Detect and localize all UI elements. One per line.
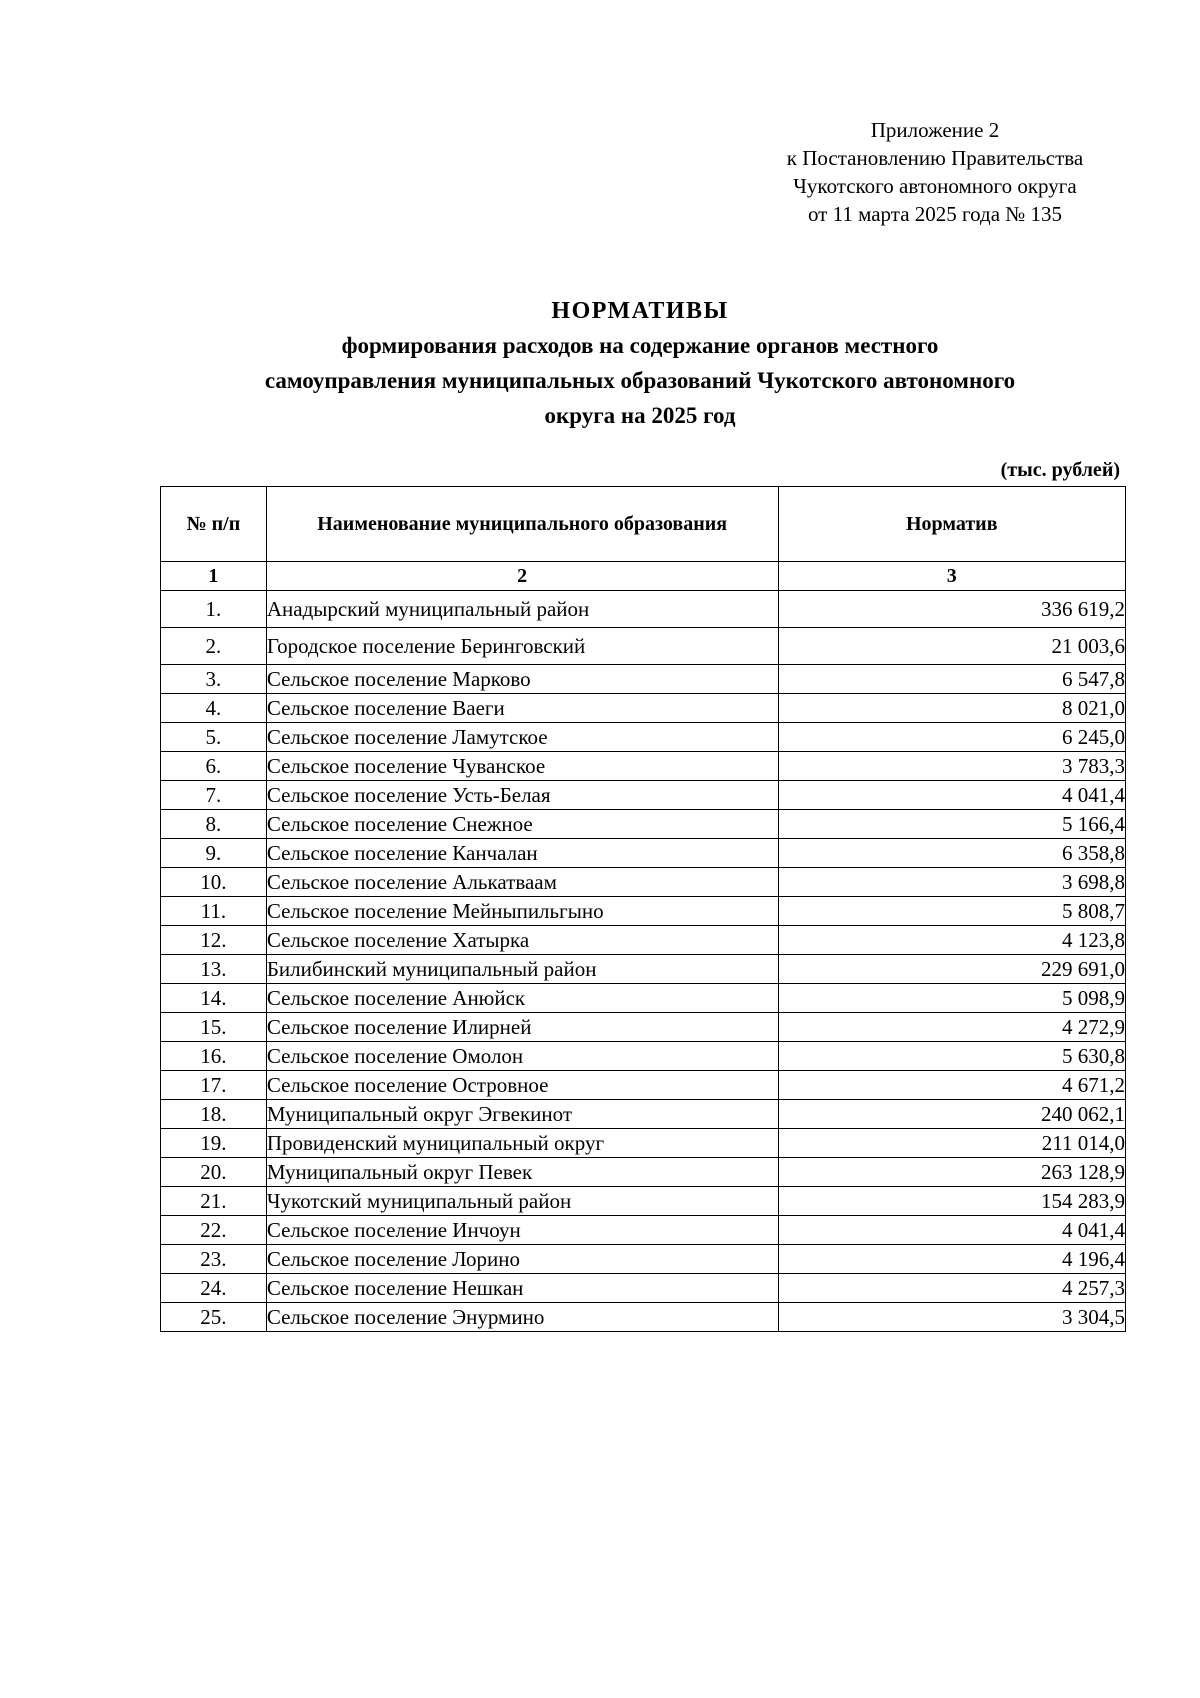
row-name: Провиденский муниципальный округ bbox=[266, 1129, 778, 1158]
row-name: Чукотский муниципальный район bbox=[266, 1187, 778, 1216]
row-name: Сельское поселение Усть-Белая bbox=[266, 781, 778, 810]
row-value: 8 021,0 bbox=[778, 694, 1126, 723]
row-number: 5. bbox=[161, 723, 267, 752]
row-name: Билибинский муниципальный район bbox=[266, 955, 778, 984]
subtitle-line-1: формирования расходов на содержание органов местного bbox=[341, 333, 939, 358]
table-row bbox=[161, 810, 1126, 839]
column-number-2: 2 bbox=[266, 562, 778, 591]
appendix-line-4: от 11 марта 2025 года № 135 bbox=[807, 202, 1063, 226]
document-subtitle bbox=[150, 328, 1130, 433]
row-number: 21. bbox=[161, 1187, 267, 1216]
table-row bbox=[161, 723, 1126, 752]
row-number: 12. bbox=[161, 926, 267, 955]
row-value: 336 619,2 bbox=[778, 591, 1126, 628]
table-row bbox=[161, 1042, 1126, 1071]
row-name: Сельское поселение Нешкан bbox=[266, 1274, 778, 1303]
row-number: 10. bbox=[161, 868, 267, 897]
row-value: 3 783,3 bbox=[778, 752, 1126, 781]
table-row bbox=[161, 868, 1126, 897]
row-number: 14. bbox=[161, 984, 267, 1013]
table-row bbox=[161, 1216, 1126, 1245]
row-value: 3 698,8 bbox=[778, 868, 1126, 897]
row-number: 1. bbox=[161, 591, 267, 628]
row-number: 15. bbox=[161, 1013, 267, 1042]
appendix-block bbox=[760, 116, 1110, 228]
row-number: 2. bbox=[161, 628, 267, 665]
row-name: Сельское поселение Илирней bbox=[266, 1013, 778, 1042]
row-number: 7. bbox=[161, 781, 267, 810]
row-value: 3 304,5 bbox=[778, 1303, 1126, 1332]
column-number-1: 1 bbox=[161, 562, 267, 591]
row-name: Сельское поселение Алькатваам bbox=[266, 868, 778, 897]
column-number-3: 3 bbox=[778, 562, 1126, 591]
row-number: 18. bbox=[161, 1100, 267, 1129]
row-name: Сельское поселение Хатырка bbox=[266, 926, 778, 955]
row-value: 154 283,9 bbox=[778, 1187, 1126, 1216]
table-header-row bbox=[161, 487, 1126, 562]
row-value: 6 245,0 bbox=[778, 723, 1126, 752]
table-row bbox=[161, 1158, 1126, 1187]
header-value: Норматив bbox=[778, 487, 1126, 562]
row-number: 24. bbox=[161, 1274, 267, 1303]
row-number: 16. bbox=[161, 1042, 267, 1071]
table-row bbox=[161, 1187, 1126, 1216]
table-row bbox=[161, 665, 1126, 694]
row-number: 9. bbox=[161, 839, 267, 868]
row-name: Сельское поселение Ламутское bbox=[266, 723, 778, 752]
row-name: Сельское поселение Ваеги bbox=[266, 694, 778, 723]
row-name: Сельское поселение Марково bbox=[266, 665, 778, 694]
row-value: 5 098,9 bbox=[778, 984, 1126, 1013]
row-name: Сельское поселение Анюйск bbox=[266, 984, 778, 1013]
row-name: Городское поселение Беринговский bbox=[266, 628, 778, 665]
row-value: 4 041,4 bbox=[778, 1216, 1126, 1245]
table-body bbox=[161, 591, 1126, 1332]
document-title: НОРМАТИВЫ bbox=[551, 298, 729, 324]
unit-label: (тыс. рублей) bbox=[1000, 459, 1120, 481]
row-name: Сельское поселение Островное bbox=[266, 1071, 778, 1100]
table-row bbox=[161, 839, 1126, 868]
table-row bbox=[161, 1129, 1126, 1158]
row-name: Сельское поселение Мейныпильгыно bbox=[266, 897, 778, 926]
row-value: 5 166,4 bbox=[778, 810, 1126, 839]
appendix-line-1: Приложение 2 bbox=[870, 118, 1000, 142]
row-name: Сельское поселение Инчоун bbox=[266, 1216, 778, 1245]
row-value: 6 547,8 bbox=[778, 665, 1126, 694]
row-value: 6 358,8 bbox=[778, 839, 1126, 868]
row-value: 229 691,0 bbox=[778, 955, 1126, 984]
row-name: Сельское поселение Чуванское bbox=[266, 752, 778, 781]
row-value: 4 041,4 bbox=[778, 781, 1126, 810]
row-number: 23. bbox=[161, 1245, 267, 1274]
row-value: 4 123,8 bbox=[778, 926, 1126, 955]
row-number: 4. bbox=[161, 694, 267, 723]
table-row bbox=[161, 628, 1126, 665]
row-value: 5 808,7 bbox=[778, 897, 1126, 926]
table-row bbox=[161, 1100, 1126, 1129]
row-name: Сельское поселение Омолон bbox=[266, 1042, 778, 1071]
subtitle-line-3: округа на 2025 год bbox=[544, 403, 736, 428]
row-name: Анадырский муниципальный район bbox=[266, 591, 778, 628]
row-number: 3. bbox=[161, 665, 267, 694]
row-number: 20. bbox=[161, 1158, 267, 1187]
row-value: 263 128,9 bbox=[778, 1158, 1126, 1187]
row-value: 4 257,3 bbox=[778, 1274, 1126, 1303]
table-row bbox=[161, 694, 1126, 723]
row-value: 5 630,8 bbox=[778, 1042, 1126, 1071]
table-row bbox=[161, 1245, 1126, 1274]
row-name: Сельское поселение Снежное bbox=[266, 810, 778, 839]
row-number: 25. bbox=[161, 1303, 267, 1332]
appendix-line-3: Чукотского автономного округа bbox=[793, 174, 1077, 198]
table-row bbox=[161, 897, 1126, 926]
row-value: 240 062,1 bbox=[778, 1100, 1126, 1129]
row-value: 4 671,2 bbox=[778, 1071, 1126, 1100]
row-number: 13. bbox=[161, 955, 267, 984]
row-number: 11. bbox=[161, 897, 267, 926]
header-name: Наименование муниципального образования bbox=[266, 487, 778, 562]
table-row bbox=[161, 781, 1126, 810]
normatives-table bbox=[160, 486, 1126, 1332]
row-number: 6. bbox=[161, 752, 267, 781]
row-number: 17. bbox=[161, 1071, 267, 1100]
row-value: 4 196,4 bbox=[778, 1245, 1126, 1274]
subtitle-line-2: самоуправления муниципальных образований Чукотского автономного bbox=[264, 368, 1016, 393]
row-name: Муниципальный округ Певек bbox=[266, 1158, 778, 1187]
table-row bbox=[161, 591, 1126, 628]
header-number: № п/п bbox=[161, 487, 267, 562]
table-row bbox=[161, 1013, 1126, 1042]
table-row bbox=[161, 955, 1126, 984]
table-row bbox=[161, 752, 1126, 781]
row-number: 22. bbox=[161, 1216, 267, 1245]
table-row bbox=[161, 926, 1126, 955]
column-numbers-row bbox=[161, 562, 1126, 591]
table-row bbox=[161, 1303, 1126, 1332]
row-name: Сельское поселение Канчалан bbox=[266, 839, 778, 868]
row-number: 8. bbox=[161, 810, 267, 839]
table-row bbox=[161, 984, 1126, 1013]
row-value: 211 014,0 bbox=[778, 1129, 1126, 1158]
row-name: Сельское поселение Энурмино bbox=[266, 1303, 778, 1332]
table-row bbox=[161, 1274, 1126, 1303]
row-value: 4 272,9 bbox=[778, 1013, 1126, 1042]
row-name: Муниципальный округ Эгвекинот bbox=[266, 1100, 778, 1129]
row-name: Сельское поселение Лорино bbox=[266, 1245, 778, 1274]
table-row bbox=[161, 1071, 1126, 1100]
appendix-line-2: к Постановлению Правительства bbox=[786, 146, 1084, 170]
row-value: 21 003,6 bbox=[778, 628, 1126, 665]
row-number: 19. bbox=[161, 1129, 267, 1158]
